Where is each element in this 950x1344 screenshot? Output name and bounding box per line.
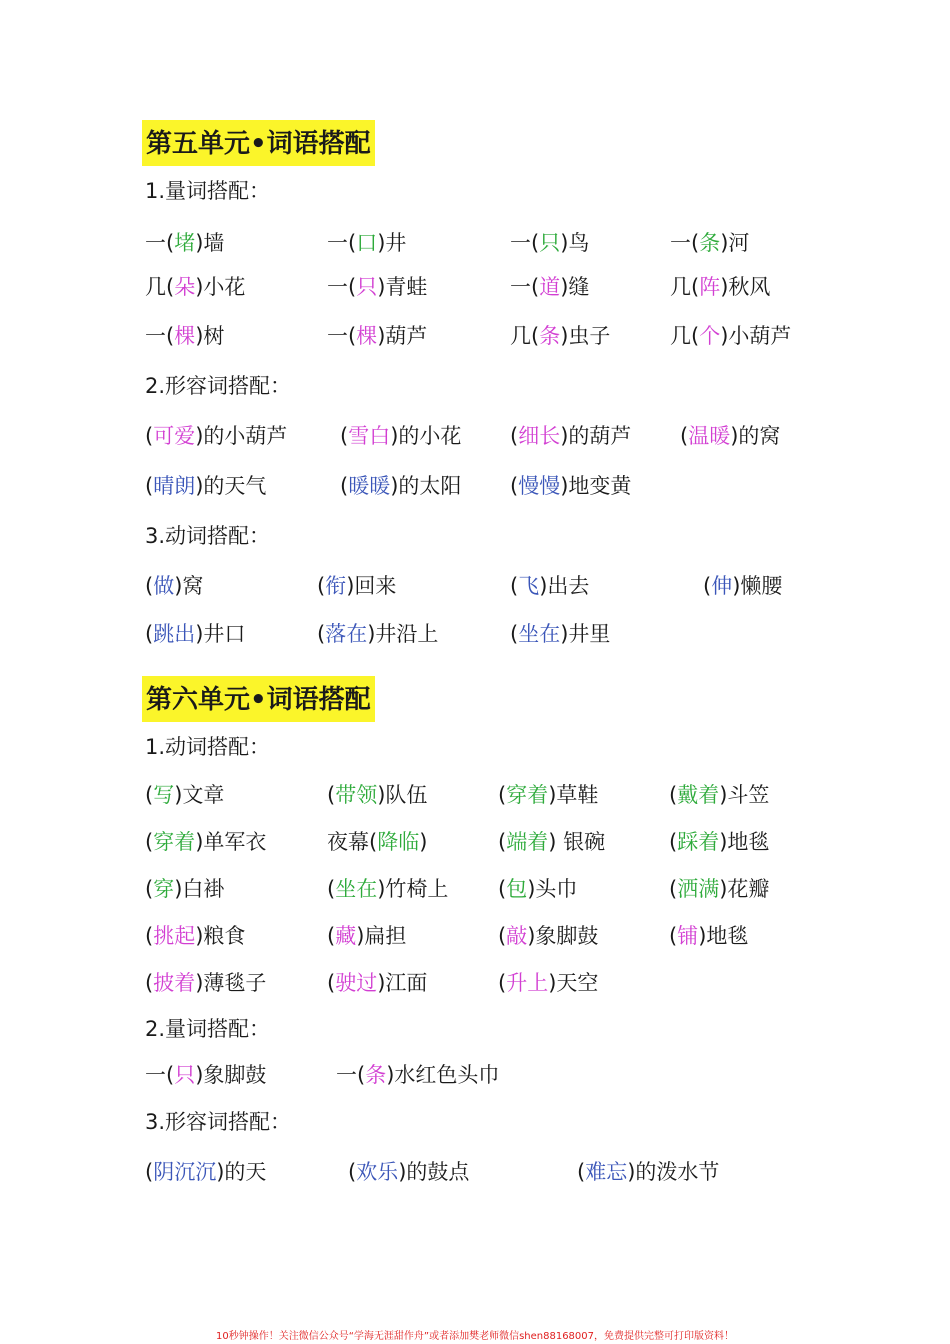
item-suffix: )的天 (216, 1160, 267, 1184)
collocation-item (669, 827, 769, 857)
item-prefix: ( (498, 971, 507, 995)
item-prefix: 夜幕( (327, 830, 378, 854)
item-prefix: 一( (510, 275, 540, 299)
collocation-item (670, 272, 770, 302)
answer-word: 慢慢 (518, 474, 561, 498)
item-prefix: ( (317, 622, 326, 646)
item-prefix: 一( (327, 231, 357, 255)
item-prefix: ( (348, 1160, 357, 1184)
item-suffix: )的小花 (390, 424, 462, 448)
collocation-item (498, 780, 598, 810)
collocation-item (498, 874, 577, 904)
item-suffix: )的天气 (195, 474, 267, 498)
item-prefix: ( (145, 622, 154, 646)
item-suffix: )秋风 (720, 275, 771, 299)
item-suffix: )文章 (174, 783, 225, 807)
answer-word: 写 (153, 783, 175, 807)
answer-word: 个 (699, 324, 721, 348)
item-prefix: ( (340, 474, 349, 498)
collocation-item (510, 421, 631, 451)
collocation-item (510, 619, 610, 649)
item-suffix: )鸟 (560, 231, 590, 255)
unit6-section3-label: 3.形容词搭配： (145, 1110, 292, 1134)
item-prefix: ( (317, 574, 326, 598)
collocation-item (669, 874, 769, 904)
item-suffix: )粮食 (195, 924, 246, 948)
answer-word: 降临 (377, 830, 420, 854)
collocation-item (327, 780, 427, 810)
answer-word: 晴朗 (153, 474, 196, 498)
collocation-item (510, 571, 589, 601)
answer-word: 难忘 (585, 1160, 628, 1184)
collocation-item (145, 321, 224, 351)
answer-word: 落在 (325, 622, 368, 646)
answer-word: 衔 (325, 574, 347, 598)
item-prefix: ( (498, 830, 507, 854)
collocation-item (348, 1157, 469, 1187)
item-prefix: ( (703, 574, 712, 598)
collocation-item (510, 321, 610, 351)
collocation-item (145, 1157, 266, 1187)
answer-word: 条 (365, 1063, 387, 1087)
item-suffix: )天空 (548, 971, 599, 995)
answer-word: 道 (539, 275, 561, 299)
item-prefix: 一( (510, 231, 540, 255)
unit6-title: 第六单元•词语搭配 (142, 676, 375, 722)
answer-word: 穿 (153, 877, 175, 901)
item-prefix: ( (327, 924, 336, 948)
collocation-item (510, 228, 589, 258)
answer-word: 可爱 (153, 424, 196, 448)
collocation-item (498, 968, 598, 998)
answer-word: 坐在 (518, 622, 561, 646)
item-suffix: )的太阳 (390, 474, 462, 498)
item-prefix: ( (327, 783, 336, 807)
collocation-item (145, 471, 266, 501)
item-suffix: )头巾 (527, 877, 578, 901)
item-suffix: )窝 (174, 574, 204, 598)
collocation-item (327, 228, 406, 258)
item-prefix: 几( (510, 324, 540, 348)
answer-word: 穿着 (506, 783, 549, 807)
item-suffix: )小葫芦 (720, 324, 792, 348)
collocation-item (145, 619, 245, 649)
item-prefix: 一( (145, 324, 175, 348)
answer-word: 细长 (518, 424, 561, 448)
item-suffix: ) (419, 830, 428, 854)
item-suffix: )墙 (195, 231, 225, 255)
item-prefix: ( (327, 971, 336, 995)
item-prefix: 几( (670, 275, 700, 299)
collocation-item (145, 827, 266, 857)
collocation-item (670, 228, 749, 258)
answer-word: 阵 (699, 275, 721, 299)
item-suffix: )葫芦 (377, 324, 428, 348)
answer-word: 只 (356, 275, 378, 299)
answer-word: 带领 (335, 783, 378, 807)
item-suffix: )地毯 (719, 830, 770, 854)
answer-word: 敲 (506, 924, 528, 948)
unit5-section1-label: 1.量词搭配： (145, 179, 271, 203)
unit6-section2-label: 2.量词搭配： (145, 1017, 271, 1041)
item-suffix: )草鞋 (548, 783, 599, 807)
item-prefix: ( (669, 783, 678, 807)
collocation-item (327, 827, 427, 857)
collocation-item (317, 571, 396, 601)
collocation-item (317, 619, 438, 649)
item-prefix: ( (145, 424, 154, 448)
collocation-item (680, 421, 780, 451)
item-suffix: )的泼水节 (627, 1160, 720, 1184)
unit5-title: 第五单元•词语搭配 (142, 120, 375, 166)
answer-word: 棵 (174, 324, 196, 348)
item-prefix: 几( (145, 275, 175, 299)
item-suffix: )单军衣 (195, 830, 267, 854)
answer-word: 欢乐 (356, 1160, 399, 1184)
collocation-item (145, 780, 224, 810)
answer-word: 棵 (356, 324, 378, 348)
collocation-item (669, 921, 748, 951)
item-prefix: ( (680, 424, 689, 448)
item-prefix: 一( (145, 231, 175, 255)
item-prefix: 几( (670, 324, 700, 348)
collocation-item (327, 272, 427, 302)
item-suffix: )青蛙 (377, 275, 428, 299)
item-suffix: )井口 (195, 622, 246, 646)
collocation-item (145, 228, 224, 258)
answer-word: 条 (699, 231, 721, 255)
item-suffix: )井沿上 (367, 622, 439, 646)
item-prefix: ( (145, 971, 154, 995)
item-suffix: )回来 (346, 574, 397, 598)
collocation-item (145, 921, 245, 951)
answer-word: 只 (539, 231, 561, 255)
item-suffix: )小花 (195, 275, 246, 299)
answer-word: 包 (506, 877, 528, 901)
answer-word: 暖暖 (348, 474, 391, 498)
item-prefix: ( (145, 877, 154, 901)
answer-word: 铺 (677, 924, 699, 948)
item-prefix: 一( (336, 1063, 366, 1087)
answer-word: 跳出 (153, 622, 196, 646)
item-prefix: ( (669, 924, 678, 948)
item-suffix: )树 (195, 324, 225, 348)
footer-note: 10秒钟操作！关注微信公众号“学海无涯甜作舟”或者添加樊老师微信shen88168007，免费提供完整可打印版资料！ (215, 1331, 735, 1342)
answer-word: 朵 (174, 275, 196, 299)
answer-word: 端着 (506, 830, 549, 854)
item-suffix: )河 (720, 231, 750, 255)
answer-word: 挑起 (153, 924, 196, 948)
item-prefix: 一( (670, 231, 700, 255)
collocation-item (340, 421, 461, 451)
answer-word: 伸 (711, 574, 733, 598)
answer-word: 飞 (518, 574, 540, 598)
collocation-item (703, 571, 782, 601)
collocation-item (670, 321, 791, 351)
item-prefix: 一( (327, 275, 357, 299)
item-prefix: ( (340, 424, 349, 448)
item-suffix: )的鼓点 (398, 1160, 470, 1184)
collocation-item (510, 272, 589, 302)
answer-word: 坐在 (335, 877, 378, 901)
unit5-section2-label: 2.形容词搭配： (145, 374, 292, 398)
item-prefix: ( (669, 830, 678, 854)
item-suffix: )白褂 (174, 877, 225, 901)
item-prefix: ( (669, 877, 678, 901)
item-suffix: )的小葫芦 (195, 424, 288, 448)
item-prefix: ( (510, 474, 519, 498)
collocation-item (669, 780, 769, 810)
collocation-item (327, 874, 448, 904)
answer-word: 堵 (174, 231, 196, 255)
answer-word: 穿着 (153, 830, 196, 854)
item-suffix: )象脚鼓 (195, 1063, 267, 1087)
answer-word: 做 (153, 574, 175, 598)
collocation-item (327, 921, 406, 951)
item-prefix: ( (510, 424, 519, 448)
item-suffix: )井 (377, 231, 407, 255)
collocation-item (577, 1157, 719, 1187)
collocation-item (336, 1060, 499, 1090)
item-suffix: )的窝 (730, 424, 781, 448)
collocation-item (340, 471, 461, 501)
answer-word: 条 (539, 324, 561, 348)
item-prefix: ( (577, 1160, 586, 1184)
answer-word: 洒满 (677, 877, 720, 901)
item-suffix: )出去 (539, 574, 590, 598)
item-prefix: ( (145, 830, 154, 854)
item-suffix: )地毯 (698, 924, 749, 948)
answer-word: 升上 (506, 971, 549, 995)
item-suffix: )扁担 (356, 924, 407, 948)
item-suffix: )懒腰 (732, 574, 783, 598)
item-prefix: ( (498, 877, 507, 901)
item-prefix: ( (145, 474, 154, 498)
item-suffix: ) 银碗 (548, 830, 606, 854)
unit5-section3-label: 3.动词搭配： (145, 524, 271, 548)
unit6-section1-label: 1.动词搭配： (145, 735, 271, 759)
item-prefix: ( (510, 574, 519, 598)
collocation-item (498, 921, 598, 951)
collocation-item (145, 1060, 266, 1090)
item-suffix: )斗笠 (719, 783, 770, 807)
item-prefix: 一( (327, 324, 357, 348)
item-prefix: ( (498, 924, 507, 948)
answer-word: 温暖 (688, 424, 731, 448)
item-prefix: ( (145, 1160, 154, 1184)
item-suffix: )花瓣 (719, 877, 770, 901)
item-prefix: ( (327, 877, 336, 901)
item-suffix: )井里 (560, 622, 611, 646)
collocation-item (498, 827, 605, 857)
collocation-item (327, 968, 427, 998)
item-suffix: )象脚鼓 (527, 924, 599, 948)
answer-word: 口 (356, 231, 378, 255)
collocation-item (145, 421, 287, 451)
item-prefix: ( (145, 574, 154, 598)
collocation-item (145, 272, 245, 302)
item-suffix: )队伍 (377, 783, 428, 807)
item-prefix: ( (498, 783, 507, 807)
item-suffix: )缝 (560, 275, 590, 299)
answer-word: 戴着 (677, 783, 720, 807)
item-suffix: )水红色头巾 (386, 1063, 500, 1087)
answer-word: 雪白 (348, 424, 391, 448)
answer-word: 驶过 (335, 971, 378, 995)
item-prefix: ( (510, 622, 519, 646)
item-suffix: )的葫芦 (560, 424, 632, 448)
collocation-item (327, 321, 427, 351)
answer-word: 藏 (335, 924, 357, 948)
item-prefix: ( (145, 783, 154, 807)
collocation-item (145, 968, 266, 998)
collocation-item (145, 874, 224, 904)
answer-word: 披着 (153, 971, 196, 995)
item-suffix: )地变黄 (560, 474, 632, 498)
item-suffix: )虫子 (560, 324, 611, 348)
item-suffix: )竹椅上 (377, 877, 449, 901)
collocation-item (145, 571, 203, 601)
item-prefix: ( (145, 924, 154, 948)
answer-word: 只 (174, 1063, 196, 1087)
item-prefix: 一( (145, 1063, 175, 1087)
item-suffix: )薄毯子 (195, 971, 267, 995)
item-suffix: )江面 (377, 971, 428, 995)
answer-word: 踩着 (677, 830, 720, 854)
collocation-item (510, 471, 631, 501)
answer-word: 阴沉沉 (153, 1160, 217, 1184)
